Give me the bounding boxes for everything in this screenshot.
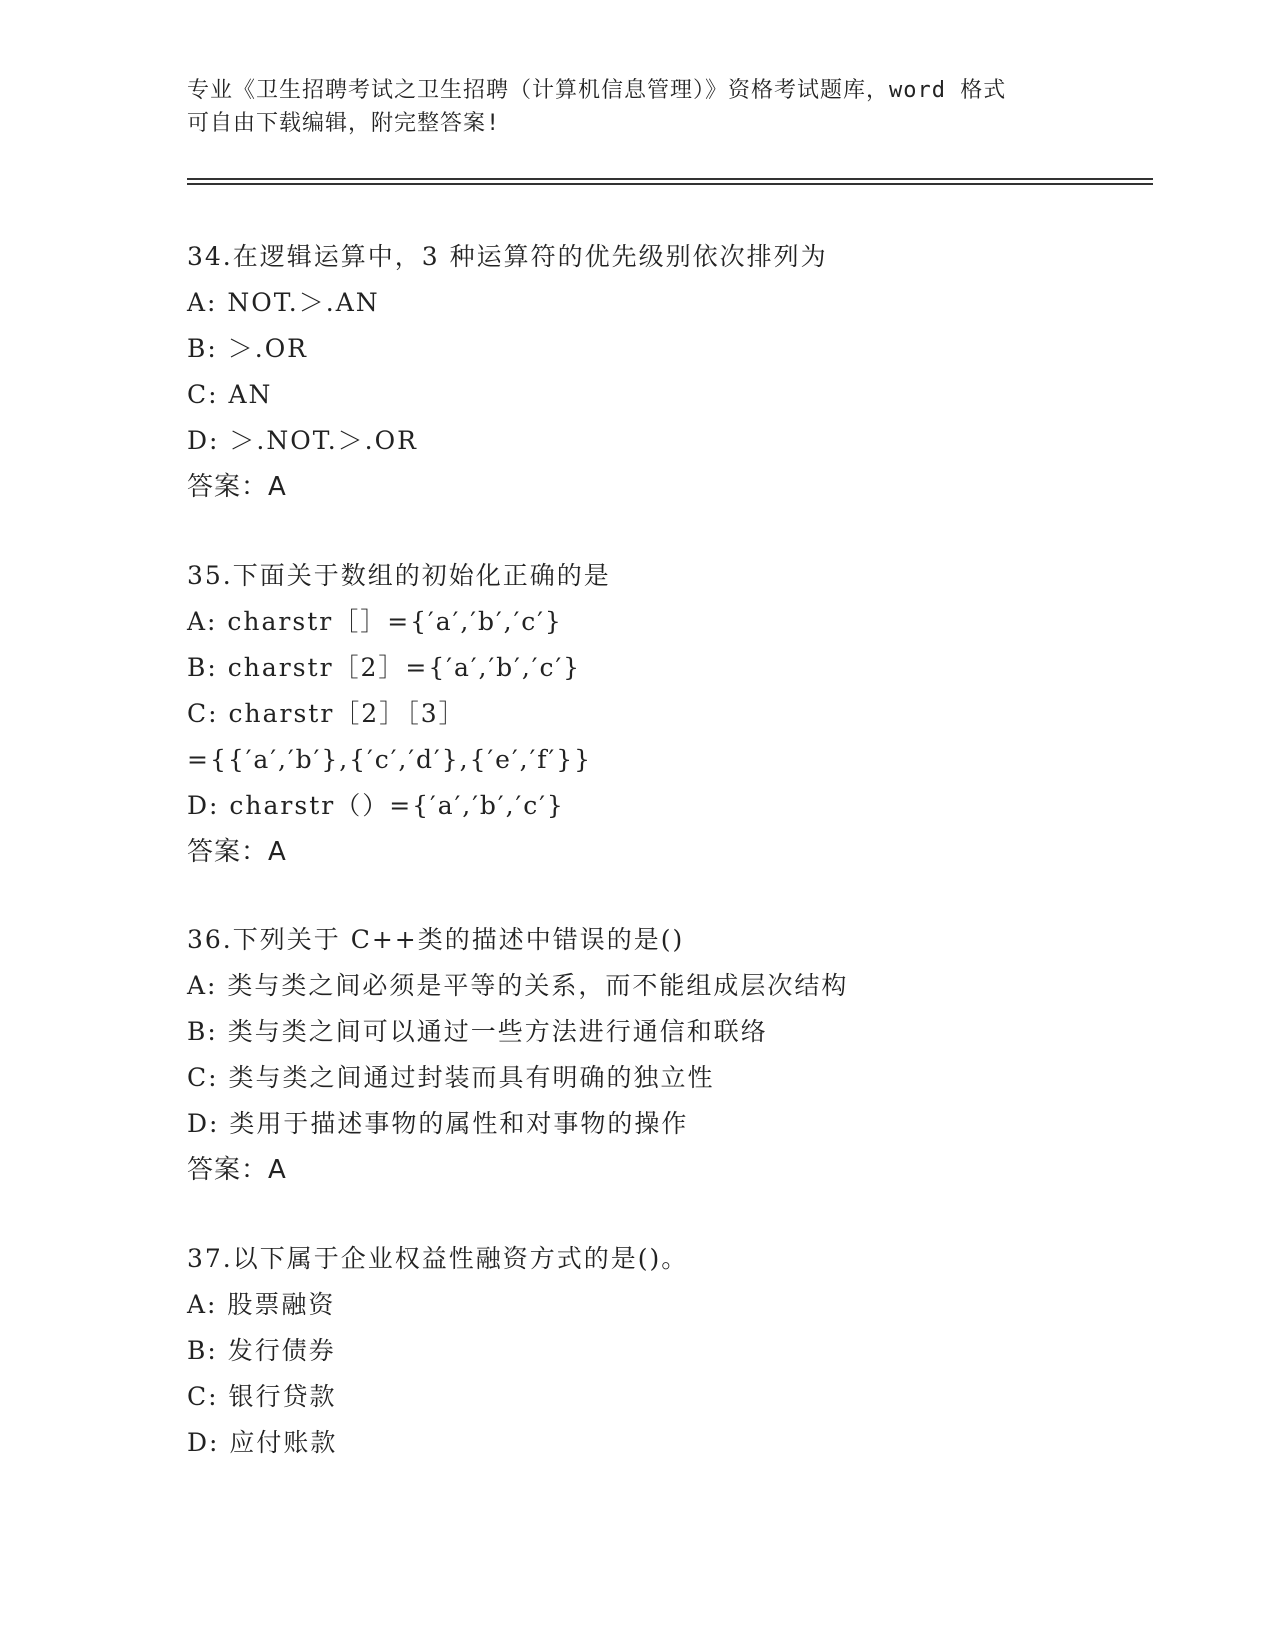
option-b: B: 发行债券 [187,1336,336,1365]
option-a: A: charstr［］={′a′,′b′,′c′} [187,607,563,636]
option-b: B: ＞.OR [187,334,309,363]
question-35 [187,553,1187,875]
question-stem: 36.下列关于 C++类的描述中错误的是() [187,925,685,954]
option-c: C: charstr［2］［3］ [187,699,466,728]
question-36 [187,917,1187,1193]
document-header [187,74,1087,140]
question-34 [187,234,1187,510]
option-a: A: NOT.＞.AN [187,288,380,317]
answer: 答案：A [187,1155,287,1185]
header-divider-top [187,178,1153,180]
answer: 答案：A [187,472,287,502]
option-d: D: charstr（）={′a′,′b′,′c′} [187,791,565,820]
option-d: D: ＞.NOT.＞.OR [187,426,418,455]
option-a: A: 股票融资 [187,1290,336,1319]
option-b: B: 类与类之间可以通过一些方法进行通信和联络 [187,1017,768,1046]
header-line-2: 可自由下载编辑，附完整答案! [187,111,501,136]
answer: 答案：A [187,837,287,867]
option-c: C: AN [187,380,273,409]
question-stem: 35.下面关于数组的初始化正确的是 [187,561,611,590]
question-stem: 34.在逻辑运算中，3 种运算符的优先级别依次排列为 [187,242,828,271]
option-c: C: 类与类之间通过封装而具有明确的独立性 [187,1063,715,1092]
option-d: D: 类用于描述事物的属性和对事物的操作 [187,1109,689,1138]
option-d: D: 应付账款 [187,1428,338,1457]
option-a: A: 类与类之间必须是平等的关系，而不能组成层次结构 [187,971,849,1000]
option-c: C: 银行贷款 [187,1382,337,1411]
header-line-1: 专业《卫生招聘考试之卫生招聘（计算机信息管理）》资格考试题库，word 格式 [187,78,1007,103]
question-37 [187,1236,1187,1466]
option-c-continuation: ={{′a′,′b′},{′c′,′d′},{′e′,′f′}} [187,745,593,774]
question-stem: 37.以下属于企业权益性融资方式的是()。 [187,1244,689,1273]
header-divider-bottom [187,183,1153,185]
option-b: B: charstr［2］={′a′,′b′,′c′} [187,653,582,682]
